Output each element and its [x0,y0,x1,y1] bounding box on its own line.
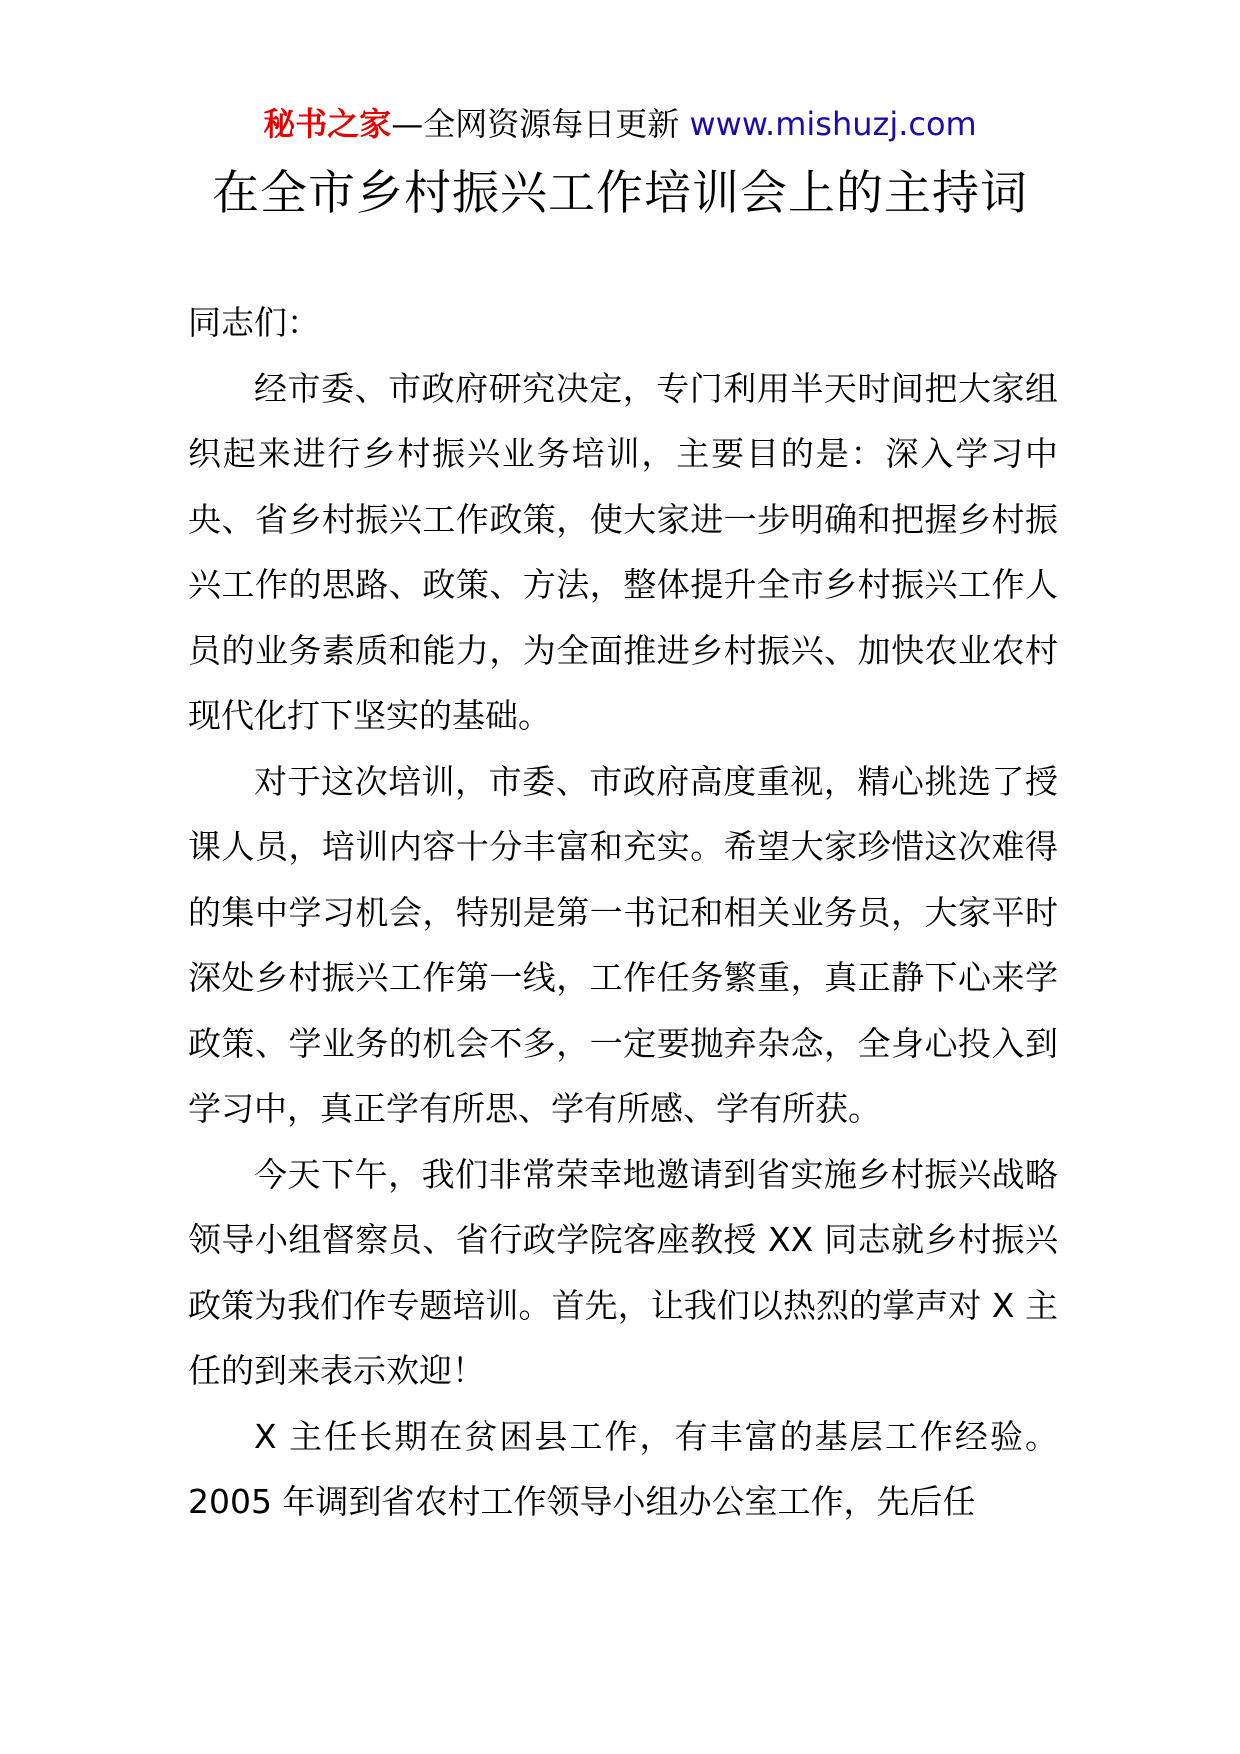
paragraph-4: X 主任长期在贫困县工作，有丰富的基层工作经验。2005 年调到省农村工作领导小组办公室工作，先后任 [188,1416,1058,1521]
paragraph-2: 对于这次培训，市委、市政府高度重视，精心挑选了授课人员，培训内容十分丰富和充实。希望大家珍惜这次难得的集中学习机会，特别是第一书记和相关业务员，大家平时深处乡村振兴工作第一线，工作任务繁重，真正静下心来学政策、学业务的机会不多，一定要抛弃杂念，全身心投入到学习中，真正学有所思、学有所感、学有所获。 [188,761,1058,1128]
document-title: 在全市乡村振兴工作培训会上的主持词 [212,166,1028,221]
site-url-link[interactable]: www.mishuzj.com [689,105,977,143]
site-tagline: —全网资源每日更新 [391,105,690,143]
document-body [188,290,1058,1535]
site-brand: 秘书之家 [263,105,392,143]
salutation: 同志们： [188,303,320,342]
paragraph-1: 经市委、市政府研究决定，专门利用半天时间把大家组织起来进行乡村振兴业务培训，主要目的是：深入学习中央、省乡村振兴工作政策，使大家进一步明确和把握乡村振兴工作的思路、政策、方法，整体提升全市乡村振兴工作人员的业务素质和能力，为全面推进乡村振兴、加快农业农村现代化打下坚实的基础。 [188,368,1058,735]
site-header [0,100,1240,148]
paragraph-3: 今天下午，我们非常荣幸地邀请到省实施乡村振兴战略领导小组督察员、省行政学院客座教授 XX 同志就乡村振兴政策为我们作专题培训。首先，让我们以热烈的掌声对 X 主任的到来表示欢迎！ [188,1154,1058,1390]
